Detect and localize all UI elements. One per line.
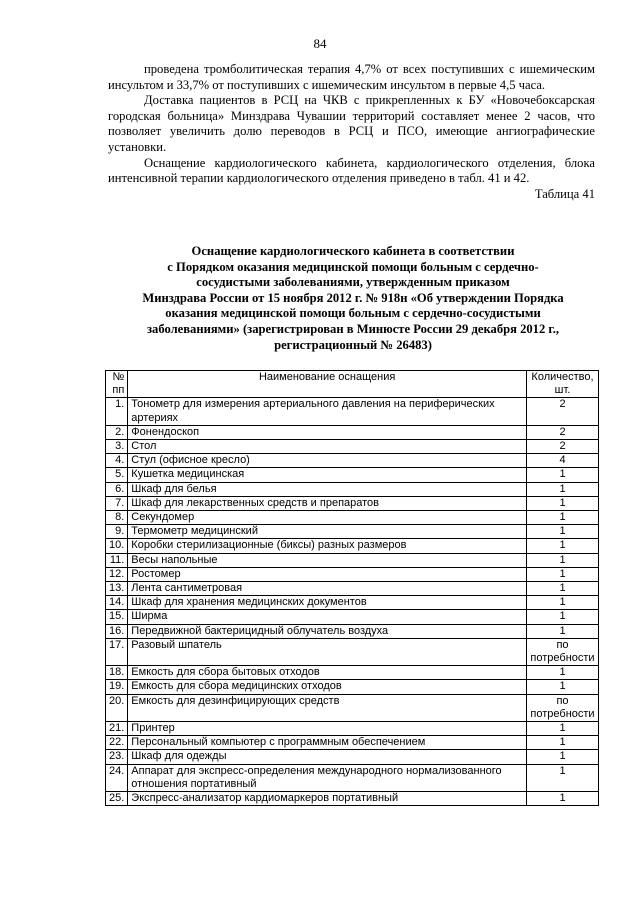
row-name: Фонендоскоп	[128, 425, 527, 439]
table-row	[106, 553, 599, 567]
row-quantity: 1	[527, 553, 599, 567]
table-title-line: Минздрава России от 15 ноября 2012 г. № 918н «Об утверждении Порядка	[142, 290, 564, 305]
row-name: Коробки стерилизационные (биксы) разных размеров	[128, 539, 527, 553]
row-name: Лента сантиметровая	[128, 582, 527, 596]
table-row	[106, 694, 599, 721]
row-name: Экспресс-анализатор кардиомаркеров портативный	[128, 792, 527, 806]
row-name: Емкость для сбора медицинских отходов	[128, 680, 527, 694]
table-row	[106, 539, 599, 553]
row-quantity: 2	[527, 425, 599, 439]
row-number: 18.	[106, 666, 128, 680]
table-row	[106, 792, 599, 806]
table-row	[106, 610, 599, 624]
row-name: Шкаф для одежды	[128, 750, 527, 764]
table-row	[106, 440, 599, 454]
row-number: 20.	[106, 694, 128, 721]
row-number: 7.	[106, 496, 128, 510]
row-quantity: 1	[527, 539, 599, 553]
row-quantity: 1	[527, 666, 599, 680]
table-row	[106, 496, 599, 510]
row-number: 23.	[106, 750, 128, 764]
table-title-line: заболеваниями» (зарегистрирован в Минюсте России 29 декабря 2012 г.,	[146, 321, 560, 336]
row-name: Ширма	[128, 610, 527, 624]
row-quantity: 1	[527, 736, 599, 750]
row-number: 2.	[106, 425, 128, 439]
table-row	[106, 582, 599, 596]
row-name: Шкаф для лекарственных средств и препаратов	[128, 496, 527, 510]
row-quantity: 1	[527, 496, 599, 510]
row-name: Аппарат для экспресс-определения международного нормализованного отношения портативный	[128, 764, 527, 791]
row-quantity: 1	[527, 511, 599, 525]
row-quantity: 4	[527, 454, 599, 468]
row-quantity: 1	[527, 764, 599, 791]
table-row	[106, 525, 599, 539]
table-row	[106, 722, 599, 736]
row-name: Стол	[128, 440, 527, 454]
paragraph: Оснащение кардиологического кабинета, кардиологического отделения, блока интенсивной терапии кардиологического отделения приведено в табл. 41 и 42.	[108, 155, 595, 186]
table-title-line: с Порядком оказания медицинской помощи больным с сердечно-	[167, 259, 539, 274]
table-title-line: сосудистыми заболеваниями, утвержденным приказом	[196, 275, 510, 290]
row-name: Принтер	[128, 722, 527, 736]
table-row	[106, 511, 599, 525]
row-name: Весы напольные	[128, 553, 527, 567]
row-quantity: 1	[527, 567, 599, 581]
row-number: 24.	[106, 764, 128, 791]
row-quantity: 2	[527, 440, 599, 454]
row-name: Секундомер	[128, 511, 527, 525]
row-number: 10.	[106, 539, 128, 553]
paragraph: проведена тромболитическая терапия 4,7% от всех поступивших с ишемическим инсультом и 33,7% от поступивших с ишемическим инсультом в первые 4,5 часа.	[108, 62, 595, 92]
table-row	[106, 596, 599, 610]
row-name: Термометр медицинский	[128, 525, 527, 539]
row-number: 16.	[106, 624, 128, 638]
row-name: Емкость для дезинфицирующих средств	[128, 694, 527, 721]
row-number: 8.	[106, 511, 128, 525]
row-number: 1.	[106, 398, 128, 425]
table-row	[106, 567, 599, 581]
table-title	[108, 244, 598, 353]
row-name: Кушетка медицинская	[128, 468, 527, 482]
row-name: Ростомер	[128, 567, 527, 581]
header-name: Наименование оснащения	[128, 371, 527, 398]
table-row	[106, 764, 599, 791]
table-row	[106, 680, 599, 694]
table-row	[106, 638, 599, 665]
row-quantity: 1	[527, 680, 599, 694]
row-quantity: 2	[527, 398, 599, 425]
row-quantity: по потребности	[527, 694, 599, 721]
table-row	[106, 624, 599, 638]
row-quantity: по потребности	[527, 638, 599, 665]
row-name: Разовый шпатель	[128, 638, 527, 665]
row-name: Тонометр для измерения артериального давления на периферических артериях	[128, 398, 527, 425]
row-number: 14.	[106, 596, 128, 610]
row-number: 9.	[106, 525, 128, 539]
table-row	[106, 398, 599, 425]
row-quantity: 1	[527, 610, 599, 624]
page-number: 84	[313, 36, 327, 51]
row-number: 21.	[106, 722, 128, 736]
header-num: № пп	[106, 371, 128, 398]
row-name: Емкость для сбора бытовых отходов	[128, 666, 527, 680]
row-name: Шкаф для хранения медицинских документов	[128, 596, 527, 610]
row-quantity: 1	[527, 596, 599, 610]
row-number: 13.	[106, 582, 128, 596]
body-text	[108, 62, 595, 202]
row-number: 19.	[106, 680, 128, 694]
row-number: 11.	[106, 553, 128, 567]
row-number: 6.	[106, 482, 128, 496]
row-quantity: 1	[527, 525, 599, 539]
row-number: 5.	[106, 468, 128, 482]
table-caption: Таблица 41	[534, 186, 595, 201]
table-row	[106, 666, 599, 680]
row-number: 12.	[106, 567, 128, 581]
row-number: 4.	[106, 454, 128, 468]
row-quantity: 1	[527, 482, 599, 496]
table-row	[106, 468, 599, 482]
table-title-line: Оснащение кардиологического кабинета в соответствии	[191, 244, 515, 258]
row-quantity: 1	[527, 722, 599, 736]
paragraph: Доставка пациентов в РСЦ на ЧКВ с прикрепленных к БУ «Новочебоксарская городская больница» Минздрава Чувашии территорий составляет менее 2 часов, что позволяет увеличить долю переводов в РСЦ и ПСО, имеющие ангиографические установки.	[108, 93, 595, 154]
table-row	[106, 482, 599, 496]
table-header-row	[106, 371, 599, 398]
row-number: 22.	[106, 736, 128, 750]
table-body	[106, 398, 599, 806]
row-number: 15.	[106, 610, 128, 624]
table-row	[106, 750, 599, 764]
row-name: Передвижной бактерицидный облучатель воздуха	[128, 624, 527, 638]
equipment-table	[105, 370, 599, 806]
row-quantity: 1	[527, 582, 599, 596]
row-name: Шкаф для белья	[128, 482, 527, 496]
row-name: Персональный компьютер с программным обеспечением	[128, 736, 527, 750]
header-qty: Количество, шт.	[527, 371, 599, 398]
table-row	[106, 454, 599, 468]
row-number: 17.	[106, 638, 128, 665]
table-row	[106, 736, 599, 750]
row-quantity: 1	[527, 750, 599, 764]
row-quantity: 1	[527, 792, 599, 806]
row-name: Стул (офисное кресло)	[128, 454, 527, 468]
table-title-line: регистрационный № 26483)	[274, 337, 432, 352]
row-number: 3.	[106, 440, 128, 454]
row-quantity: 1	[527, 468, 599, 482]
table-title-line: оказания медицинской помощи больным с сердечно-сосудистыми	[165, 306, 541, 321]
row-number: 25.	[106, 792, 128, 806]
table-row	[106, 425, 599, 439]
row-quantity: 1	[527, 624, 599, 638]
